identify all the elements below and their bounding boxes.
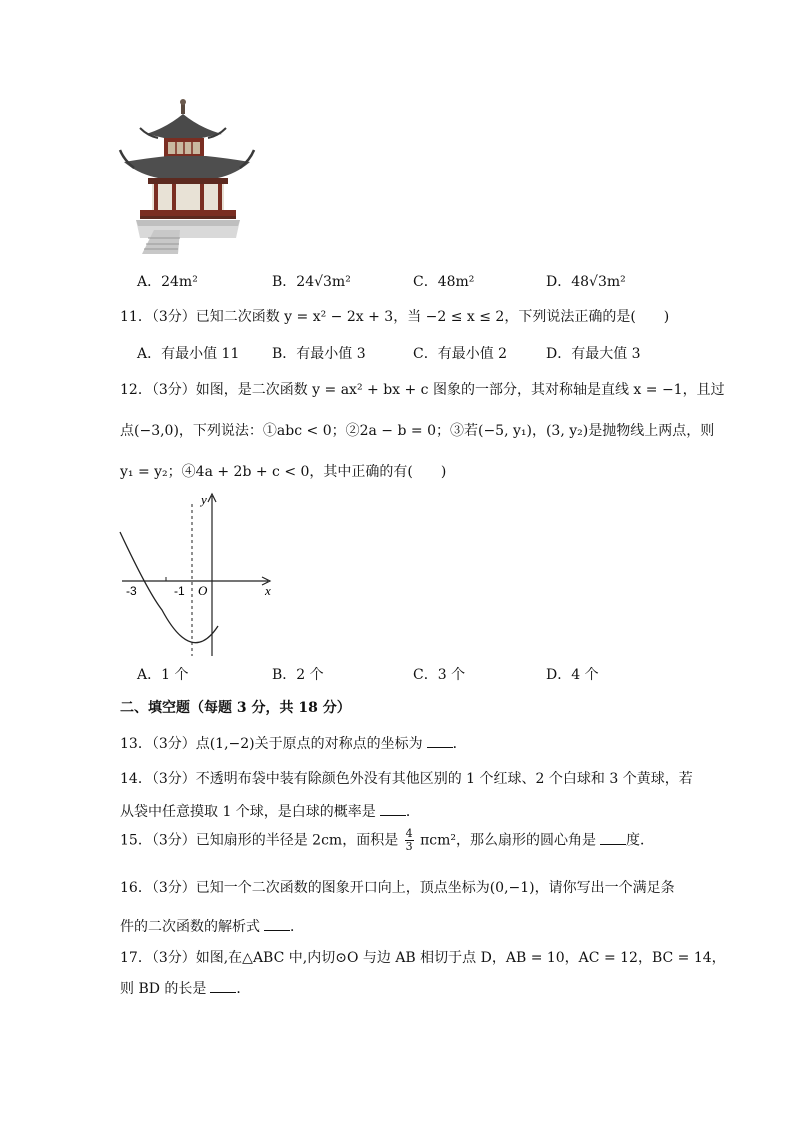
q14-stem: 从袋中任意摸取 1 个球，是白球的概率是: [120, 804, 376, 820]
q10-option-d[interactable]: D．48√3m²: [546, 274, 626, 290]
parabola-graph: [118, 490, 278, 660]
q16-blank[interactable]: [264, 918, 290, 931]
q15-fraction: [405, 828, 414, 853]
q17-line2: [120, 978, 250, 998]
section-heading: 二、填空题（每题 3 分，共 18 分）: [120, 700, 351, 716]
q15-text: [120, 828, 654, 853]
q11-option-b[interactable]: B．有最小值 3: [272, 346, 366, 362]
q10-option-a[interactable]: A．24m²: [137, 274, 198, 290]
q15-post: πcm²，那么扇形的圆心角是: [420, 832, 597, 849]
q10-option-c[interactable]: C．48m²: [413, 274, 475, 290]
tick-label-neg3: -3: [126, 584, 137, 598]
q11-option-a[interactable]: A．有最小值 11: [137, 346, 240, 362]
q12-option-a[interactable]: A．1 个: [137, 667, 189, 683]
q17-blank[interactable]: [210, 980, 236, 993]
q11-stem: 11．（3分）已知二次函数 y = x² − 2x + 3，当 −2 ≤ x ≤ 2，下列说法正确的是( ): [120, 309, 670, 325]
tick-label-neg1: -1: [174, 584, 185, 598]
q16-end: ．: [290, 919, 304, 935]
q17-end: ．: [236, 981, 251, 997]
q12-option-d[interactable]: D．4 个: [546, 667, 599, 683]
q12-option-c[interactable]: C．3 个: [413, 667, 466, 683]
q13-end: ．: [452, 736, 467, 752]
q17-stem: 则 BD 的长是: [120, 981, 207, 997]
q15-blank[interactable]: [600, 832, 626, 845]
q11-option-c[interactable]: C．有最小值 2: [413, 346, 508, 362]
q12-option-b[interactable]: B．2 个: [272, 667, 324, 683]
pagoda-image: [118, 98, 258, 256]
q10-option-b[interactable]: B．24√3m²: [272, 274, 351, 290]
q12-stem-line1: 12．（3分）如图，是二次函数 y = ax² + bx + c 图象的一部分，其对称轴是直线 x = −1，且过: [120, 382, 725, 398]
y-axis-label: y: [201, 492, 207, 507]
x-axis-label: x: [265, 583, 271, 598]
q13-stem: 13．（3分）点(1,−2)关于原点的对称点的坐标为: [120, 736, 423, 752]
q14-line1: 14．（3分）不透明布袋中装有除颜色外没有其他区别的 1 个红球、2 个白球和 3 个黄球，若: [120, 771, 693, 787]
q15-pre: 15．（3分）已知扇形的半径是 2cm，面积是: [120, 832, 399, 849]
q14-blank[interactable]: [380, 803, 406, 816]
q11-option-d[interactable]: D．有最大值 3: [546, 346, 641, 362]
q17-line1: 17．（3分）如图,在△ABC 中,内切⊙O 与边 AB 相切于点 D，AB = 10，AC = 12，BC = 14，: [120, 950, 726, 966]
q12-stem-line3: y₁ = y₂；④4a + 2b + c < 0，其中正确的有( ): [120, 464, 447, 480]
q15-numerator: 4: [405, 827, 413, 840]
q13-blank[interactable]: [427, 735, 453, 748]
q15-end: 度．: [626, 832, 655, 849]
origin-label: O: [198, 583, 208, 598]
q13-text: [120, 733, 467, 753]
q14-line2: [120, 801, 420, 821]
q16-line2: [120, 916, 304, 936]
q14-end: ．: [405, 804, 420, 820]
q16-stem: 件的二次函数的解析式: [120, 919, 260, 935]
q16-line1: 16．（3分）已知一个二次函数的图象开口向上，顶点坐标为(0,−1)，请你写出一个满足条: [120, 880, 675, 896]
q15-denominator: 3: [405, 840, 413, 853]
q12-stem-line2: 点(−3,0)，下列说法：①abc < 0；②2a − b = 0；③若(−5, y₁)，(3, y₂)是抛物线上两点，则: [120, 423, 715, 439]
